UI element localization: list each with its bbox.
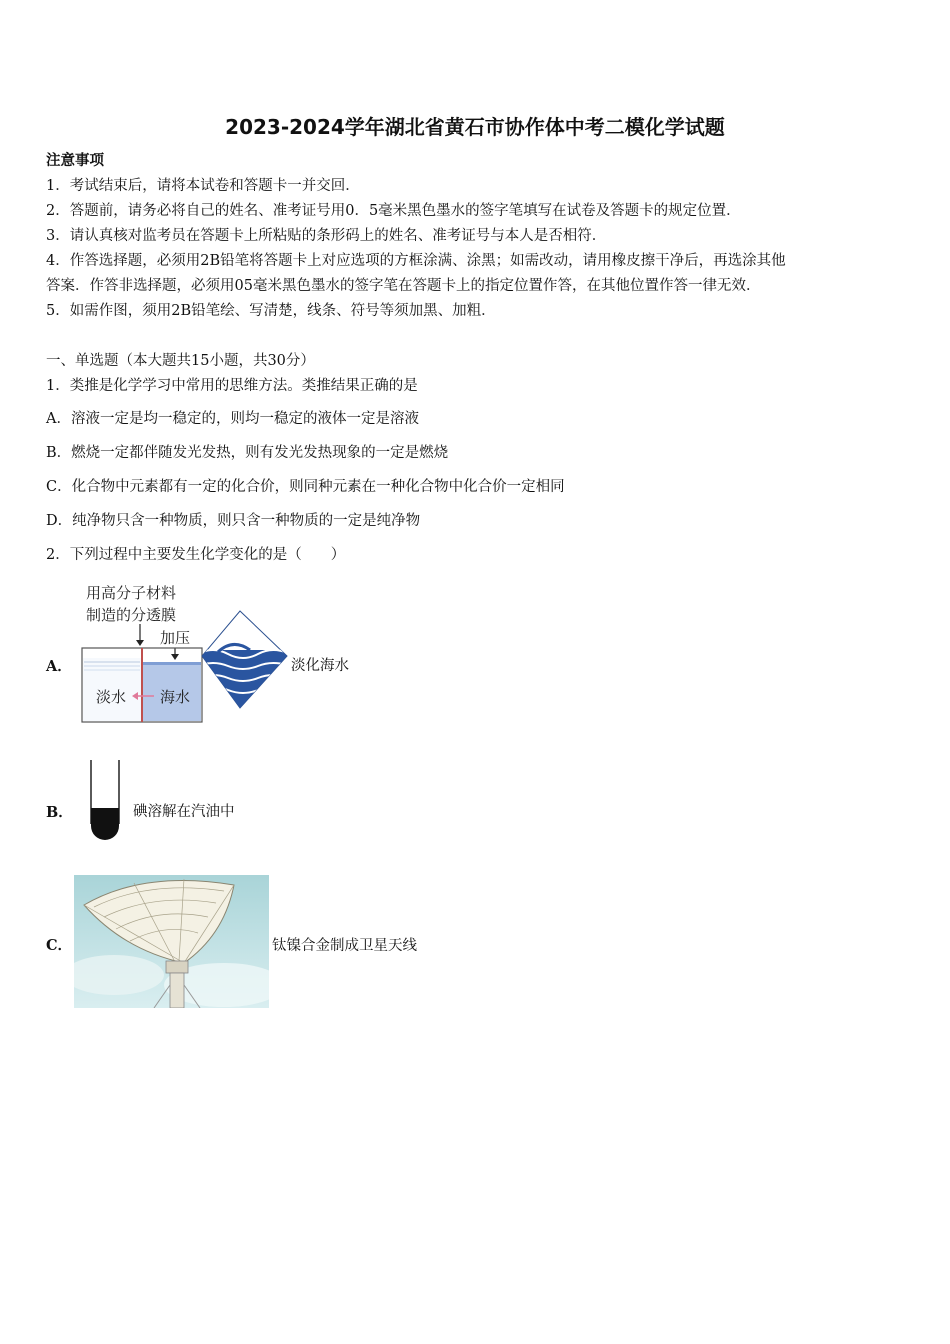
figure-text-fresh: 淡水 <box>96 688 127 706</box>
question-1-option-b: B．燃烧一定都伴随发光发热，则有发光发热现象的一定是燃烧 <box>46 445 449 461</box>
desalination-membrane-figure <box>78 580 290 724</box>
question-2-option-b-caption: 碘溶解在汽油中 <box>133 804 235 820</box>
question-2-stem: 2．下列过程中主要发生化学变化的是（ ） <box>46 547 346 563</box>
question-1-stem: 1．类推是化学学习中常用的思维方法。类推结果正确的是 <box>46 378 418 394</box>
question-2-option-a-caption: 淡化海水 <box>291 658 349 674</box>
figure-text-line1: 用高分子材料 <box>86 584 177 602</box>
notice-item-3: 3．请认真核对监考员在答题卡上所粘贴的条形码上的姓名、准考证号与本人是否相符． <box>46 228 607 244</box>
notice-heading: 注意事项 <box>46 152 104 169</box>
figure-text-press: 加压 <box>160 629 191 647</box>
figure-text-sea: 海水 <box>160 688 191 706</box>
test-tube-figure <box>86 758 124 846</box>
figure-text-line2: 制造的分透膜 <box>86 606 177 624</box>
question-2-option-c-caption: 钛镍合金制成卫星天线 <box>272 938 417 954</box>
question-2-option-b-label: B． <box>46 804 73 821</box>
question-1-option-a: A．溶液一定是均一稳定的，则均一稳定的液体一定是溶液 <box>46 411 419 427</box>
question-2-option-a-label: A． <box>46 658 72 675</box>
notice-item-5: 5．如需作图，须用2B铅笔绘、写清楚，线条、符号等须加黑、加粗． <box>46 303 496 319</box>
satellite-antenna-photo <box>74 875 269 1008</box>
notice-item-4-cont: 答案．作答非选择题，必须用05毫米黑色墨水的签字笔在答题卡上的指定位置作答，在其他位置作答一律无效． <box>46 278 761 294</box>
question-1-option-c: C．化合物中元素都有一定的化合价，则同种元素在一种化合物中化合价一定相同 <box>46 479 565 495</box>
page-title: 2023-2024学年湖北省黄石市协作体中考二模化学试题 <box>225 115 725 139</box>
question-2-option-c-label: C． <box>46 937 73 954</box>
notice-item-4: 4．作答选择题，必须用2B铅笔将答题卡上对应选项的方框涂满、涂黑；如需改动，请用橡皮擦干净后，再选涂其他 <box>46 253 786 269</box>
section-heading: 一、单选题（本大题共15小题，共30分） <box>46 353 315 369</box>
notice-item-1: 1．考试结束后，请将本试卷和答题卡一并交回． <box>46 178 360 194</box>
notice-item-2: 2．答题前，请务必将自己的姓名、准考证号用0．5毫米黑色墨水的签字笔填写在试卷及答题卡的规定位置． <box>46 203 741 219</box>
question-1-option-d: D．纯净物只含一种物质，则只含一种物质的一定是纯净物 <box>46 513 421 529</box>
